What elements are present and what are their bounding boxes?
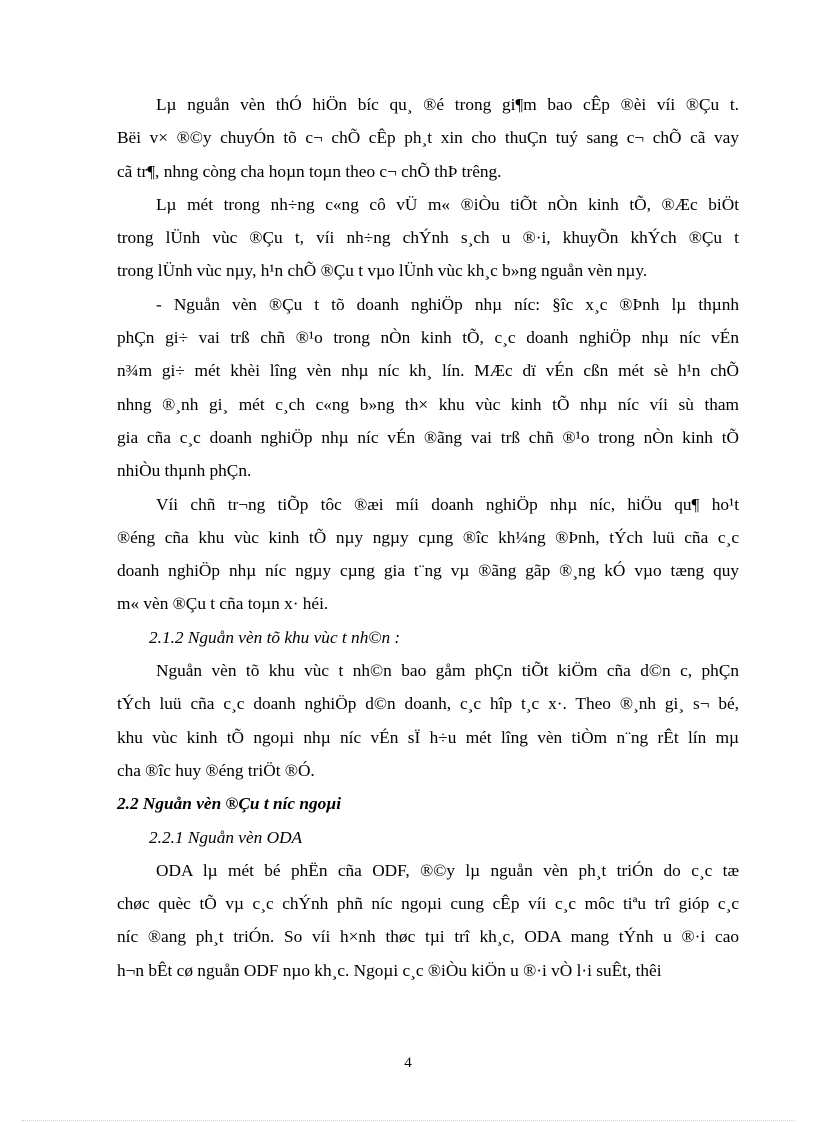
text-line: khu vùc kinh tÕ ngoµi nhµ níc vÉn sÏ h÷u mét lîng vèn tiÒm n¨ng rÊt lín mµ bbox=[117, 727, 739, 747]
text-line: doanh nghiÖp nhµ níc ngµy cµng gia t¨ng vµ ®ãng gãp ®¸ng kÓ vµo tæng quy bbox=[117, 561, 739, 581]
text-line: gia cña c¸c doanh nghiÖp nhµ níc vÉn ®ãng vai trß chñ ®¹o trong nÒn kinh tÕ bbox=[117, 427, 739, 447]
text-line: ®éng cña khu vùc kinh tÕ nµy ngµy cµng ®îc kh¼ng ®Þnh, tÝch luü cña c¸c bbox=[117, 527, 739, 547]
text-line: nhiÒu thµnh phÇn. bbox=[117, 461, 252, 481]
page-number: 4 bbox=[404, 1055, 412, 1071]
text-line: m« vèn ®Çu t cña toµn x· héi. bbox=[117, 594, 329, 614]
subsection-heading: 2.2.1 Nguån vèn ODA bbox=[149, 827, 303, 847]
subsection-heading: 2.1.2 Nguån vèn tõ khu vùc t nh©n : bbox=[149, 627, 401, 647]
text-line: n¾m gi÷ mét khèi lîng vèn nhµ níc kh¸ lín. MÆc dï vÉn cßn mét sè h¹n chÕ bbox=[117, 361, 739, 381]
paragraph bbox=[117, 488, 739, 621]
paragraph bbox=[117, 88, 739, 188]
text-line: Bëi v× ®©y chuyÓn tõ c¬ chÕ cÊp ph¸t xin cho thuÇn tuý sang c¬ chÕ cã vay bbox=[117, 128, 739, 148]
text-line: chøc quèc tÕ vµ c¸c chÝnh phñ níc ngoµi cung cÊp víi c¸c môc tiªu trî gióp c¸c bbox=[117, 894, 739, 914]
paragraph bbox=[117, 188, 739, 288]
text-line: - Nguån vèn ®Çu t tõ doanh nghiÖp nhµ níc: §îc x¸c ®Þnh lµ thµnh bbox=[156, 294, 739, 314]
text-line: ODA lµ mét bé phËn cña ODF, ®©y lµ nguån vèn ph¸t triÓn do c¸c tæ bbox=[156, 860, 739, 880]
paragraph bbox=[117, 854, 739, 987]
text-line: trong lÜnh vùc ®Çu t, víi nh÷ng chÝnh s¸ch u ®·i, khuyÕn khÝch ®Çu t bbox=[117, 228, 739, 248]
text-line: Nguån vèn tõ khu vùc t nh©n bao gåm phÇn tiÕt kiÖm cña d©n c, phÇn bbox=[156, 661, 739, 681]
text-line: nhng ®¸nh gi¸ mét c¸ch c«ng b»ng th× khu vùc kinh tÕ nhµ níc víi sù tham bbox=[117, 394, 739, 414]
text-line: níc ®ang ph¸t triÓn. So víi h×nh thøc tµi trî kh¸c, ODA mang tÝnh u ®·i cao bbox=[117, 927, 739, 947]
paragraph bbox=[117, 288, 739, 488]
section-heading: 2.2 Nguån vèn ®Çu t níc ngoµi bbox=[117, 794, 342, 814]
text-line: phÇn gi÷ vai trß chñ ®¹o trong nÒn kinh tÕ, c¸c doanh nghiÖp nhµ níc vÉn bbox=[117, 328, 739, 348]
text-line: cã tr¶, nhng còng cha hoµn toµn theo c¬ chÕ thÞ trêng. bbox=[117, 161, 502, 181]
text-line: Víi chñ tr¬ng tiÕp tôc ®æi míi doanh nghiÖp nhµ níc, hiÖu qu¶ ho¹t bbox=[156, 494, 739, 514]
text-line: Lµ nguån vèn thÓ hiÖn bíc qu¸ ®é trong gi¶m bao cÊp ®èi víi ®Çu t. bbox=[156, 95, 739, 114]
paragraph bbox=[117, 654, 739, 787]
page-body bbox=[117, 88, 739, 987]
text-line: trong lÜnh vùc nµy, h¹n chÕ ®Çu t vµo lÜnh vùc kh¸c b»ng nguån vèn nµy. bbox=[117, 261, 648, 281]
text-line: Lµ mét trong nh÷ng c«ng cô vÜ m« ®iÒu tiÕt nÒn kinh tÕ, ®Æc biÖt bbox=[156, 194, 739, 214]
text-line: h¬n bÊt cø nguån ODF nµo kh¸c. Ngoµi c¸c ®iÒu kiÖn u ®·i vÒ l·i suÊt, thêi bbox=[117, 960, 662, 980]
page-bottom-border bbox=[22, 1120, 794, 1121]
text-line: cha ®îc huy ®éng triÖt ®Ó. bbox=[117, 760, 315, 780]
text-line: tÝch luü cña c¸c doanh nghiÖp d©n doanh, c¸c hîp t¸c x·. Theo ®¸nh gi¸ s¬ bé, bbox=[117, 694, 739, 714]
